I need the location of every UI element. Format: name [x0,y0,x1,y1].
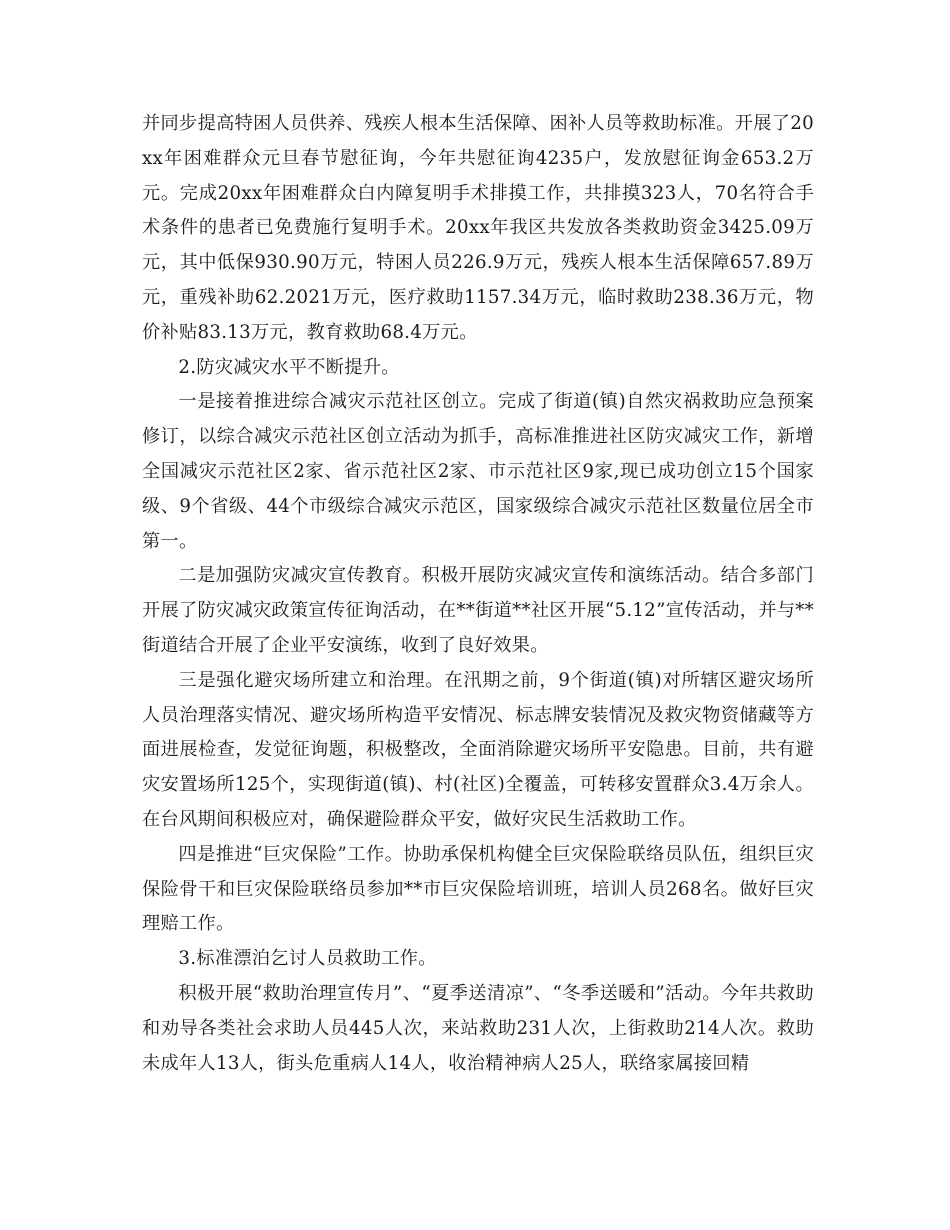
paragraph-catastrophe-insurance: 四是推进“巨灾保险”工作。协助承保机构健全巨灾保险联络员队伍，组织巨灾保险骨干和巨灾保险联络员参加**市巨灾保险培训班，培训人员268名。做好巨灾理赔工作。 [142,843,814,935]
heading-vagrant-relief: 3.标准漂泊乞讨人员救助工作。 [178,948,437,970]
paragraph-shelter-management: 三是强化避灾场所建立和治理。在汛期之前，9个街道(镇)对所辖区避灾场所人员治理落实情况、避灾场所构造平安情况、标志牌安装情况及救灾物资储藏等方面进展检查，发觉征询题，积极整改，全面消除避灾场所平安隐患。目前，共有避灾安置场所125个，实现街道(镇)、村(社区)全覆盖，可转移安置群众3.4万余人。在台风期间积极应对，确保避险群众平安，做好灾民生活救助工作。 [142,669,814,830]
document-body [142,107,814,1081]
heading-disaster-reduction: 2.防灾减灾水平不断提升。 [178,356,400,378]
paragraph-demo-community: 一是接着推进综合减灾示范社区创立。完成了街道(镇)自然灾祸救助应急预案修订，以综合减灾示范社区创立活动为抓手，高标准推进社区防灾减灾工作，新增全国减灾示范社区2家、省示范社区2家、市示范社区9家,现已成功创立15个国家级、9个省级、44个市级综合减灾示范区，国家级综合减灾示范社区数量位居全市第一。 [142,391,814,552]
paragraph-relief-standards: 并同步提高特困人员供养、残疾人根本生活保障、困补人员等救助标准。开展了20xx年困难群众元旦春节慰征询，今年共慰征询4235户，发放慰征询金653.2万元。完成20xx年困难群众白内障复明手术排摸工作，共排摸323人，70名符合手术条件的患者已免费施行复明手术。20xx年我区共发放各类救助资金3425.09万元，其中低保930.90万元，特困人员226.9万元，残疾人根本生活保障657.89万元，重残补助62.2021万元，医疗救助1157.34万元，临时救助238.36万元，物价补贴83.13万元，教育救助68.4万元。 [142,113,814,343]
paragraph-relief-activities: 积极开展“救助治理宣传月”、“夏季送清凉”、“冬季送暖和”活动。今年共救助和劝导各类社会求助人员445人次，来站救助231人次，上街救助214人次。救助未成年人13人，街头危重病人14人，收治精神病人25人，联络家属接回精 [142,982,814,1074]
paragraph-publicity-education: 二是加强防灾减灾宣传教育。积极开展防灾减灾宣传和演练活动。结合多部门开展了防灾减灾政策宣传征询活动，在**街道**社区开展“5.12”宣传活动，并与**街道结合开展了企业平安演练，收到了良好效果。 [142,565,814,656]
